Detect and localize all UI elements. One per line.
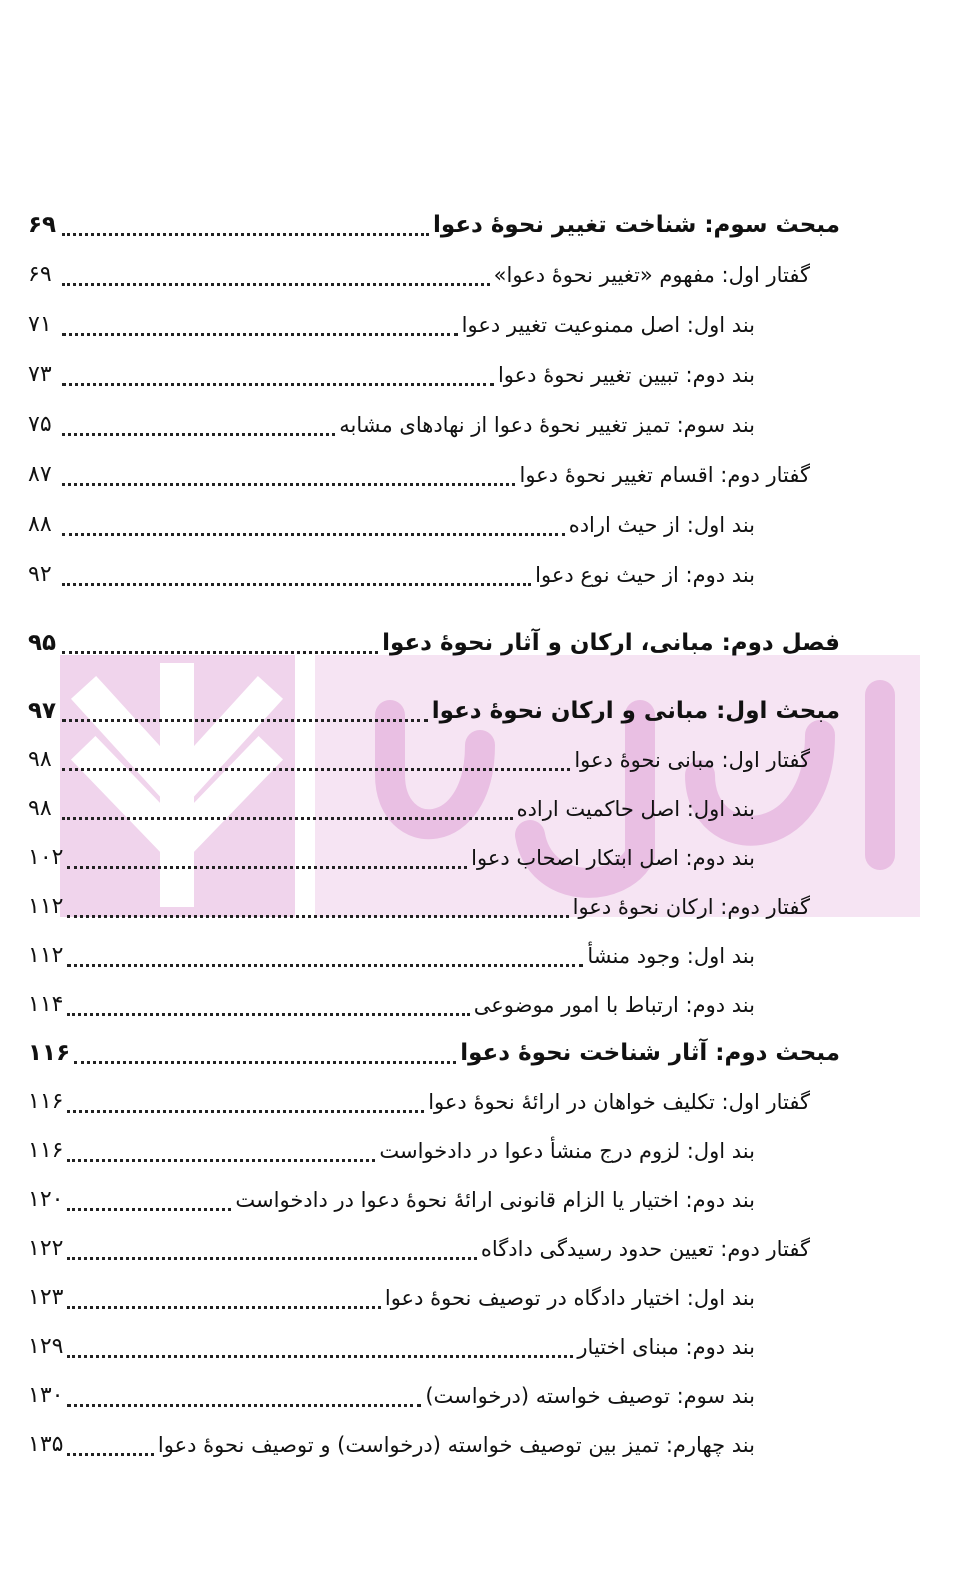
toc-entry-page: ۷۵ [28, 412, 52, 437]
toc-entry-page: ۸۸ [28, 512, 52, 537]
toc-entry-page: ۱۱۴ [28, 992, 64, 1017]
toc-entry-title: بند دوم: اختیار یا الزام قانونی ارائهٔ نحوهٔ دعوا در دادخواست [235, 1188, 755, 1212]
toc-entry[interactable] [28, 1376, 755, 1416]
dot-leader [74, 1061, 456, 1064]
toc-entry[interactable] [28, 205, 840, 245]
toc-entry-page: ۱۱۶ [28, 1040, 71, 1066]
toc-entry-page: ۸۷ [28, 462, 52, 487]
toc-entry[interactable] [28, 1327, 755, 1367]
toc-entry-page: ۱۰۲ [28, 845, 64, 870]
toc-entry-page: ۱۱۲ [28, 894, 64, 919]
toc-entry-title: گفتار اول: تکلیف خواهان در ارائهٔ نحوهٔ دعوا [428, 1090, 810, 1114]
toc-entry-title: فصل دوم: مبانی، ارکان و آثار نحوهٔ دعوا [382, 630, 840, 656]
toc-entry-page: ۱۲۹ [28, 1334, 64, 1359]
dot-leader [62, 333, 458, 336]
toc-entry-page: ۱۳۰ [28, 1383, 64, 1408]
toc-entry-page: ۱۲۰ [28, 1187, 64, 1212]
dot-leader [67, 915, 568, 918]
toc-entry-page: ۱۱۶ [28, 1089, 64, 1114]
dot-leader [62, 383, 494, 386]
toc-entry[interactable] [28, 1180, 755, 1220]
dot-leader [67, 1208, 231, 1211]
toc-entry-title: بند دوم: مبنای اختیار [577, 1335, 755, 1359]
toc-entry-title: بند دوم: تبیین تغییر نحوهٔ دعوا [497, 363, 755, 387]
toc-entry-title: گفتار اول: مبانی نحوهٔ دعوا [574, 748, 810, 772]
dot-leader [67, 1355, 573, 1358]
toc-entry-page: ۶۹ [28, 212, 57, 238]
toc-entry-page: ۱۳۵ [28, 1432, 64, 1457]
toc-entry-title: گفتار دوم: ارکان نحوهٔ دعوا [572, 895, 810, 919]
toc-entry[interactable] [28, 1229, 810, 1269]
toc-entry[interactable] [28, 1131, 755, 1171]
toc-entry-page: ۹۲ [28, 562, 52, 587]
toc-entry-title: بند دوم: از حیث نوع دعوا [535, 563, 755, 587]
toc-entry-title: بند اول: اصل حاکمیت اراده [516, 797, 755, 821]
toc-entry-title: گفتار دوم: اقسام تغییر نحوهٔ دعوا [519, 463, 810, 487]
dot-leader [62, 651, 378, 654]
toc-entry-title: گفتار اول: مفهوم «تغییر نحوهٔ دعوا» [493, 263, 810, 287]
toc-entry[interactable] [28, 887, 810, 927]
dot-leader [67, 866, 467, 869]
dot-leader [62, 283, 490, 286]
toc-entry-title: بند اول: از حیث اراده [568, 513, 755, 537]
dot-leader [62, 433, 335, 436]
toc-entry[interactable] [28, 740, 810, 780]
toc-entry[interactable] [28, 1082, 810, 1122]
toc-entry[interactable] [28, 355, 755, 395]
dot-leader [62, 768, 570, 771]
toc-entry-page: ۱۱۶ [28, 1138, 64, 1163]
dot-leader [62, 533, 565, 536]
toc-entry-page: ۱۱۲ [28, 943, 64, 968]
dot-leader [67, 1013, 469, 1016]
toc-entry[interactable] [28, 936, 755, 976]
toc-entry-page: ۹۵ [28, 630, 57, 656]
toc-entry[interactable] [28, 305, 755, 345]
toc-entry-page: ۷۱ [28, 312, 52, 337]
toc-entry-title: بند دوم: ارتباط با امور موضوعی [473, 993, 755, 1017]
toc-entry[interactable] [28, 623, 840, 663]
toc-entry[interactable] [28, 555, 755, 595]
toc-entry[interactable] [28, 838, 755, 878]
toc-entry-title: بند اول: لزوم درج منشأ دعوا در دادخواست [379, 1139, 755, 1163]
toc-entry-title: مبحث سوم: شناخت تغییر نحوهٔ دعوا [433, 212, 840, 238]
toc-entry-page: ۷۳ [28, 362, 52, 387]
toc-entry-title: بند اول: اختیار دادگاه در توصیف نحوهٔ دعوا [384, 1286, 755, 1310]
toc-entry-page: ۹۷ [28, 698, 57, 724]
dot-leader [62, 583, 531, 586]
toc-entry-title: بند دوم: اصل ابتکار اصحاب دعوا [471, 846, 755, 870]
toc-entry[interactable] [28, 405, 755, 445]
toc-entry[interactable] [28, 1033, 840, 1073]
dot-leader [67, 1110, 424, 1113]
toc-entry-page: ۹۸ [28, 747, 52, 772]
dot-leader [67, 1159, 375, 1162]
dot-leader [67, 1404, 421, 1407]
toc-entry[interactable] [28, 1278, 755, 1318]
dot-leader [62, 233, 429, 236]
toc-entry[interactable] [28, 1425, 755, 1465]
dot-leader [62, 483, 515, 486]
toc-entry-title: بند اول: وجود منشأ [587, 944, 755, 968]
toc-entry[interactable] [28, 789, 755, 829]
toc-entry[interactable] [28, 255, 810, 295]
toc-entry[interactable] [28, 691, 840, 731]
toc-entry-title: بند چهارم: تمیز بین توصیف خواسته (درخواست) و توصیف نحوهٔ دعوا [157, 1433, 755, 1457]
toc-entry[interactable] [28, 505, 755, 545]
dot-leader [62, 719, 428, 722]
toc-entry[interactable] [28, 455, 810, 495]
dot-leader [67, 964, 583, 967]
dot-leader [67, 1257, 476, 1260]
toc-entry-title: مبحث دوم: آثار شناخت نحوهٔ دعوا [460, 1040, 840, 1066]
toc-entry-page: ۱۲۲ [28, 1236, 64, 1261]
dot-leader [67, 1306, 380, 1309]
toc-entry-page: ۹۸ [28, 796, 52, 821]
toc-entry-title: بند سوم: توصیف خواسته (درخواست) [425, 1384, 755, 1408]
toc-entry[interactable] [28, 985, 755, 1025]
toc-entry-title: گفتار دوم: تعیین حدود رسیدگی دادگاه [480, 1237, 810, 1261]
toc-entry-title: بند اول: اصل ممنوعیت تغییر دعوا [461, 313, 755, 337]
toc-entry-page: ۱۲۳ [28, 1285, 64, 1310]
dot-leader [62, 817, 513, 820]
toc-entry-title: مبحث اول: مبانی و ارکان نحوهٔ دعوا [431, 698, 840, 724]
toc-entry-title: بند سوم: تمیز تغییر نحوهٔ دعوا از نهادهای مشابه [339, 413, 755, 437]
dot-leader [67, 1453, 153, 1456]
toc-entry-page: ۶۹ [28, 262, 52, 287]
